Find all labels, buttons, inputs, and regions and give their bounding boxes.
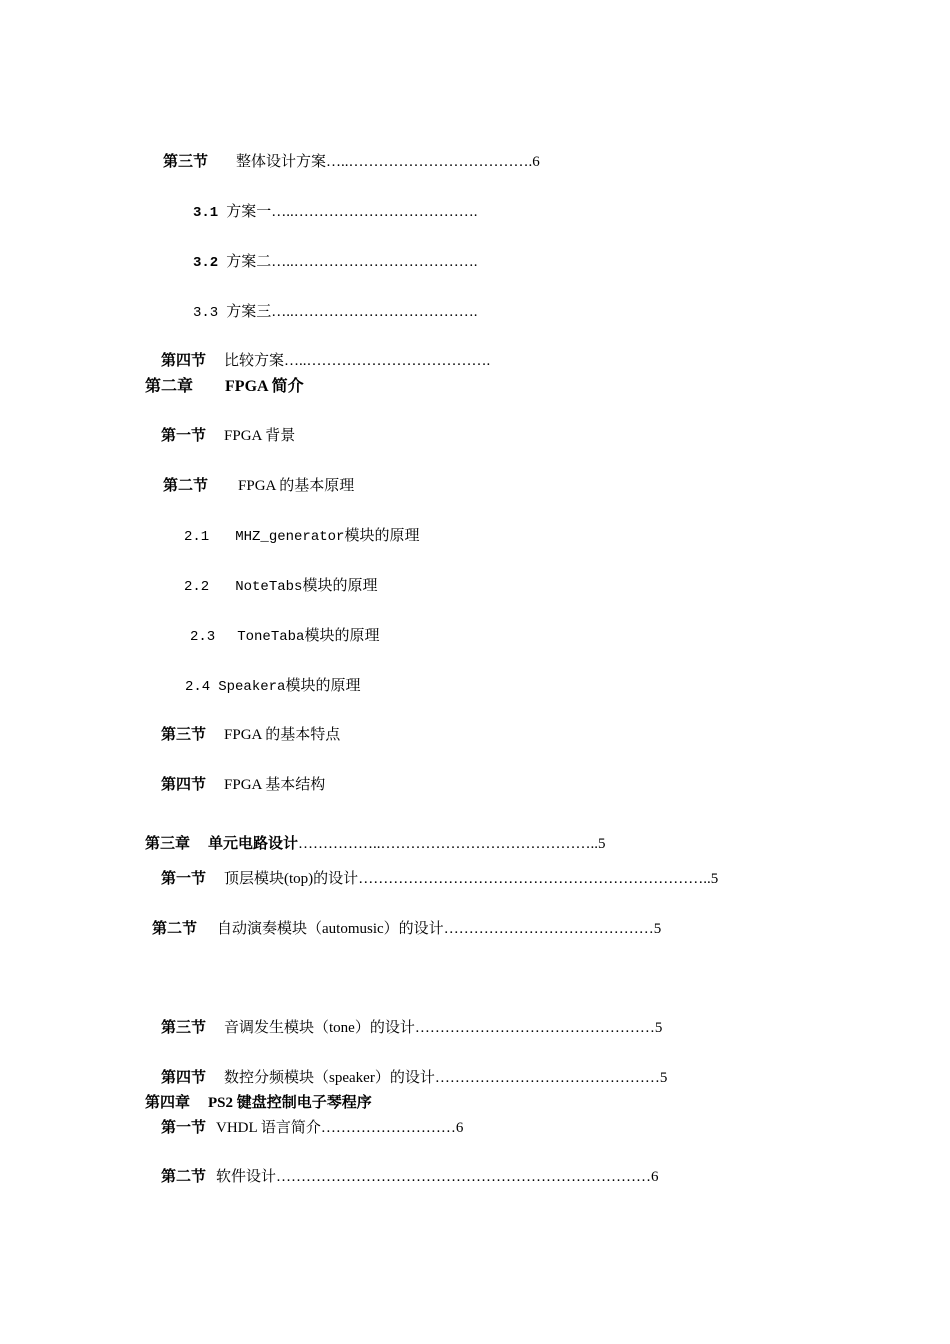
entry-title: 方案三…: [226, 304, 287, 320]
chapter-heading: [145, 1093, 372, 1113]
leader-dots: ………………………6: [320, 1120, 464, 1136]
toc-entry: [161, 775, 325, 795]
toc-entry: [163, 152, 540, 172]
toc-entry: [190, 626, 379, 647]
leader-dots: ..……………………………….6: [341, 154, 540, 170]
section-label: 第四节: [161, 353, 207, 369]
entry-title: 自动演奏模块（automusic）的设计: [217, 921, 444, 937]
section-number: 2.4: [185, 679, 211, 695]
chapter-label: 第四章: [145, 1095, 191, 1111]
section-number: 3.1: [193, 205, 219, 221]
chapter-title: FPGA 简介: [225, 378, 304, 395]
chapter-label: 第二章: [145, 378, 194, 395]
toc-entry: [161, 725, 340, 745]
module-name: NoteTabs: [235, 579, 303, 595]
section-number: 2.2: [184, 579, 210, 595]
section-number: 2.3: [190, 629, 216, 645]
chapter-label: 第三章: [145, 836, 191, 852]
leader-dots: ……………………………………5: [443, 921, 662, 937]
leader-dots: …………………………………………5: [414, 1020, 663, 1036]
toc-entry: [152, 919, 661, 939]
entry-title: VHDL 语言简介: [216, 1120, 321, 1136]
chapter-heading: [145, 377, 304, 397]
toc-entry: [184, 576, 377, 597]
toc-entry: [185, 676, 360, 697]
entry-title: 整体设计方案…: [236, 154, 342, 170]
section-label: 第三节: [161, 1020, 207, 1036]
section-label: 第三节: [163, 154, 209, 170]
toc-entry: [161, 426, 295, 446]
entry-title: 比较方案…: [224, 353, 300, 369]
chapter-title: PS2 键盘控制电子琴程序: [208, 1095, 372, 1111]
entry-title: 模块的原理: [302, 578, 378, 594]
section-label: 第四节: [161, 777, 207, 793]
leader-dots: ……………………………………………………………..5: [358, 871, 719, 887]
toc-entry: [161, 1167, 659, 1187]
section-label: 第四节: [161, 1070, 207, 1086]
toc-entry: [161, 351, 490, 371]
module-name: Speakera: [218, 679, 286, 695]
entry-title: FPGA 背景: [224, 428, 296, 444]
entry-title: 方案二…: [226, 254, 287, 270]
toc-entry: [184, 526, 419, 547]
toc-entry: [161, 1068, 667, 1088]
section-label: 第一节: [161, 428, 207, 444]
leader-dots: ..……………………………….: [286, 304, 478, 320]
entry-title: 顶层模块(top)的设计: [224, 871, 359, 887]
leader-dots: ..……………………………….: [299, 353, 491, 369]
entry-title: FPGA 的基本原理: [238, 478, 355, 494]
section-number: 2.1: [184, 529, 210, 545]
section-number: 3.2: [193, 255, 219, 271]
entry-title: 软件设计: [216, 1169, 277, 1185]
section-label: 第三节: [161, 727, 207, 743]
section-number: 3.3: [193, 305, 219, 321]
toc-entry: [193, 302, 477, 323]
leader-dots: ………………………………………5: [434, 1070, 668, 1086]
module-name: ToneTaba: [237, 629, 305, 645]
toc-entry: [193, 252, 477, 273]
leader-dots: ..……………………………….: [286, 204, 478, 220]
section-label: 第二节: [163, 478, 209, 494]
entry-title: 模块的原理: [285, 678, 361, 694]
toc-entry: [163, 476, 354, 496]
entry-title: FPGA 的基本特点: [224, 727, 341, 743]
entry-title: 方案一…: [226, 204, 287, 220]
toc-entry: [161, 869, 718, 889]
section-label: 第二节: [152, 921, 198, 937]
section-label: 第二节: [161, 1169, 207, 1185]
entry-title: 单元电路设计: [208, 836, 299, 852]
module-name: MHZ_generator: [235, 529, 345, 545]
leader-dots: ..……………………………….: [286, 254, 478, 270]
toc-entry: [193, 202, 477, 223]
toc-entry: [161, 1018, 662, 1038]
toc-entry: [161, 1118, 463, 1138]
toc-entry: [145, 834, 606, 854]
entry-title: 音调发生模块（tone）的设计: [224, 1020, 415, 1036]
entry-title: 模块的原理: [304, 628, 380, 644]
entry-title: 模块的原理: [344, 528, 420, 544]
section-label: 第一节: [161, 1120, 207, 1136]
leader-dots: …………………………………………………………………6: [276, 1169, 659, 1185]
entry-title: FPGA 基本结构: [224, 777, 326, 793]
leader-dots: ……………..……………………………………..5: [298, 836, 606, 852]
entry-title: 数控分频模块（speaker）的设计: [224, 1070, 435, 1086]
section-label: 第一节: [161, 871, 207, 887]
